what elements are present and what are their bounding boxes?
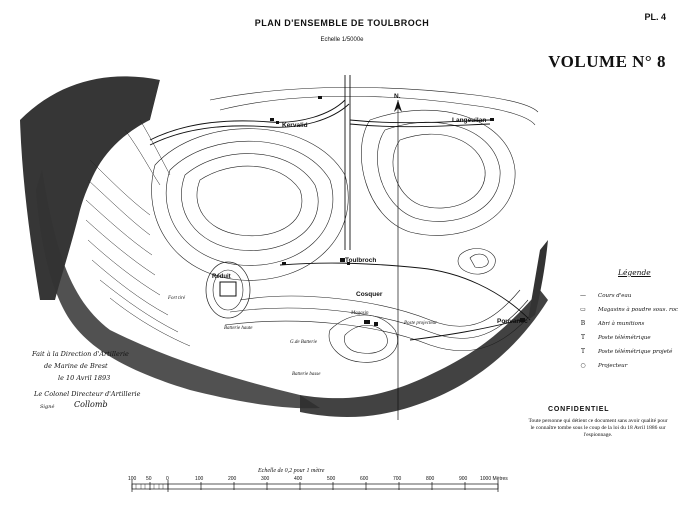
annotation-fort-tire: Fort tiré <box>168 296 186 301</box>
legend-list <box>576 292 678 369</box>
legend-item: ▭ Magasins à poudre sous. roc <box>576 306 678 313</box>
confidential-title: CONFIDENTIEL <box>548 406 610 413</box>
map-title: PLAN D'ENSEMBLE DE TOULBROCH <box>254 18 430 28</box>
scale-tick: 200 <box>228 476 237 482</box>
scale-tick: 100 <box>195 476 204 482</box>
scale-tick: 300 <box>261 476 270 482</box>
place-reduit: Réduit <box>212 274 231 280</box>
legend-item: T Poste télémétrique projeté <box>576 348 678 355</box>
legend-item: — Cours d'eau <box>576 292 678 299</box>
powder-magazine-icon: ▭ <box>580 306 586 313</box>
attribution-line-4: Le Colonel Directeur d'Artillerie <box>34 390 141 398</box>
attribution-line-2: de Marine de Brest <box>44 362 108 370</box>
ammunition-shelter-icon: B <box>580 320 586 327</box>
scale-bar-graphic <box>132 480 498 492</box>
stream-icon: — <box>580 292 586 299</box>
scale-tick: 700 <box>393 476 402 482</box>
confidential-text: Toute personne qui détient ce document sans avoir qualité pour le connaître tombe sous le coup de la loi du 18 Avril 1886 sur l'espionnage. <box>528 418 668 438</box>
annotation-magasin: Magasin <box>351 311 369 316</box>
scale-tick: 0 <box>166 476 169 482</box>
scale-bar-caption: Echelle de 0,2 pour 1 mètre <box>258 468 325 474</box>
scale-tick: 800 <box>426 476 435 482</box>
scale-tick: 400 <box>294 476 303 482</box>
annotation-batterie-basse: Batterie basse <box>292 372 321 377</box>
legend-item: T Poste télémétrique <box>576 334 678 341</box>
annotation-batterie-haute: Batterie haute <box>224 326 253 331</box>
north-arrow-label: N. <box>394 93 401 100</box>
place-pouvanec: Pouvanec <box>497 318 528 325</box>
telemetric-post-icon: T <box>580 334 585 341</box>
attribution-line-1: Fait à la Direction d'Artillerie <box>32 350 129 358</box>
legend-title: Légende <box>618 268 651 277</box>
scale-tick: 900 <box>459 476 468 482</box>
legend-item: B Abri à munitions <box>576 320 678 327</box>
scale-tick: 100 <box>128 476 137 482</box>
annotation-poste-projecteur: Poste projecteur <box>404 321 438 326</box>
scale-tick: 500 <box>327 476 336 482</box>
plate-number: PL. 4 <box>644 12 666 22</box>
volume-number: VOLUME N° 8 <box>548 52 666 71</box>
scale-tick: 50 <box>146 476 152 482</box>
place-toulbroch: Toulbroch <box>345 257 377 264</box>
annotation-gde-batterie: G.de Batterie <box>290 340 317 345</box>
place-kervalid: Kervalid <box>282 122 308 129</box>
scale-tick: 600 <box>360 476 369 482</box>
planned-telemetric-post-icon: T <box>580 348 585 355</box>
place-langeuilan: Langeuilan <box>452 117 487 124</box>
map-scale-text: Echelle 1/5000e <box>320 37 364 43</box>
searchlight-icon: ○ <box>580 362 586 369</box>
place-cosquer: Cosquer <box>356 291 383 298</box>
attribution-line-3: le 10 Avril 1893 <box>58 374 111 382</box>
signature: Collomb <box>74 400 108 409</box>
scale-unit-label: 1000 Mètres <box>480 476 508 482</box>
signed-prefix: Signé <box>40 404 55 410</box>
legend-item: ○ Projecteur <box>576 362 678 369</box>
